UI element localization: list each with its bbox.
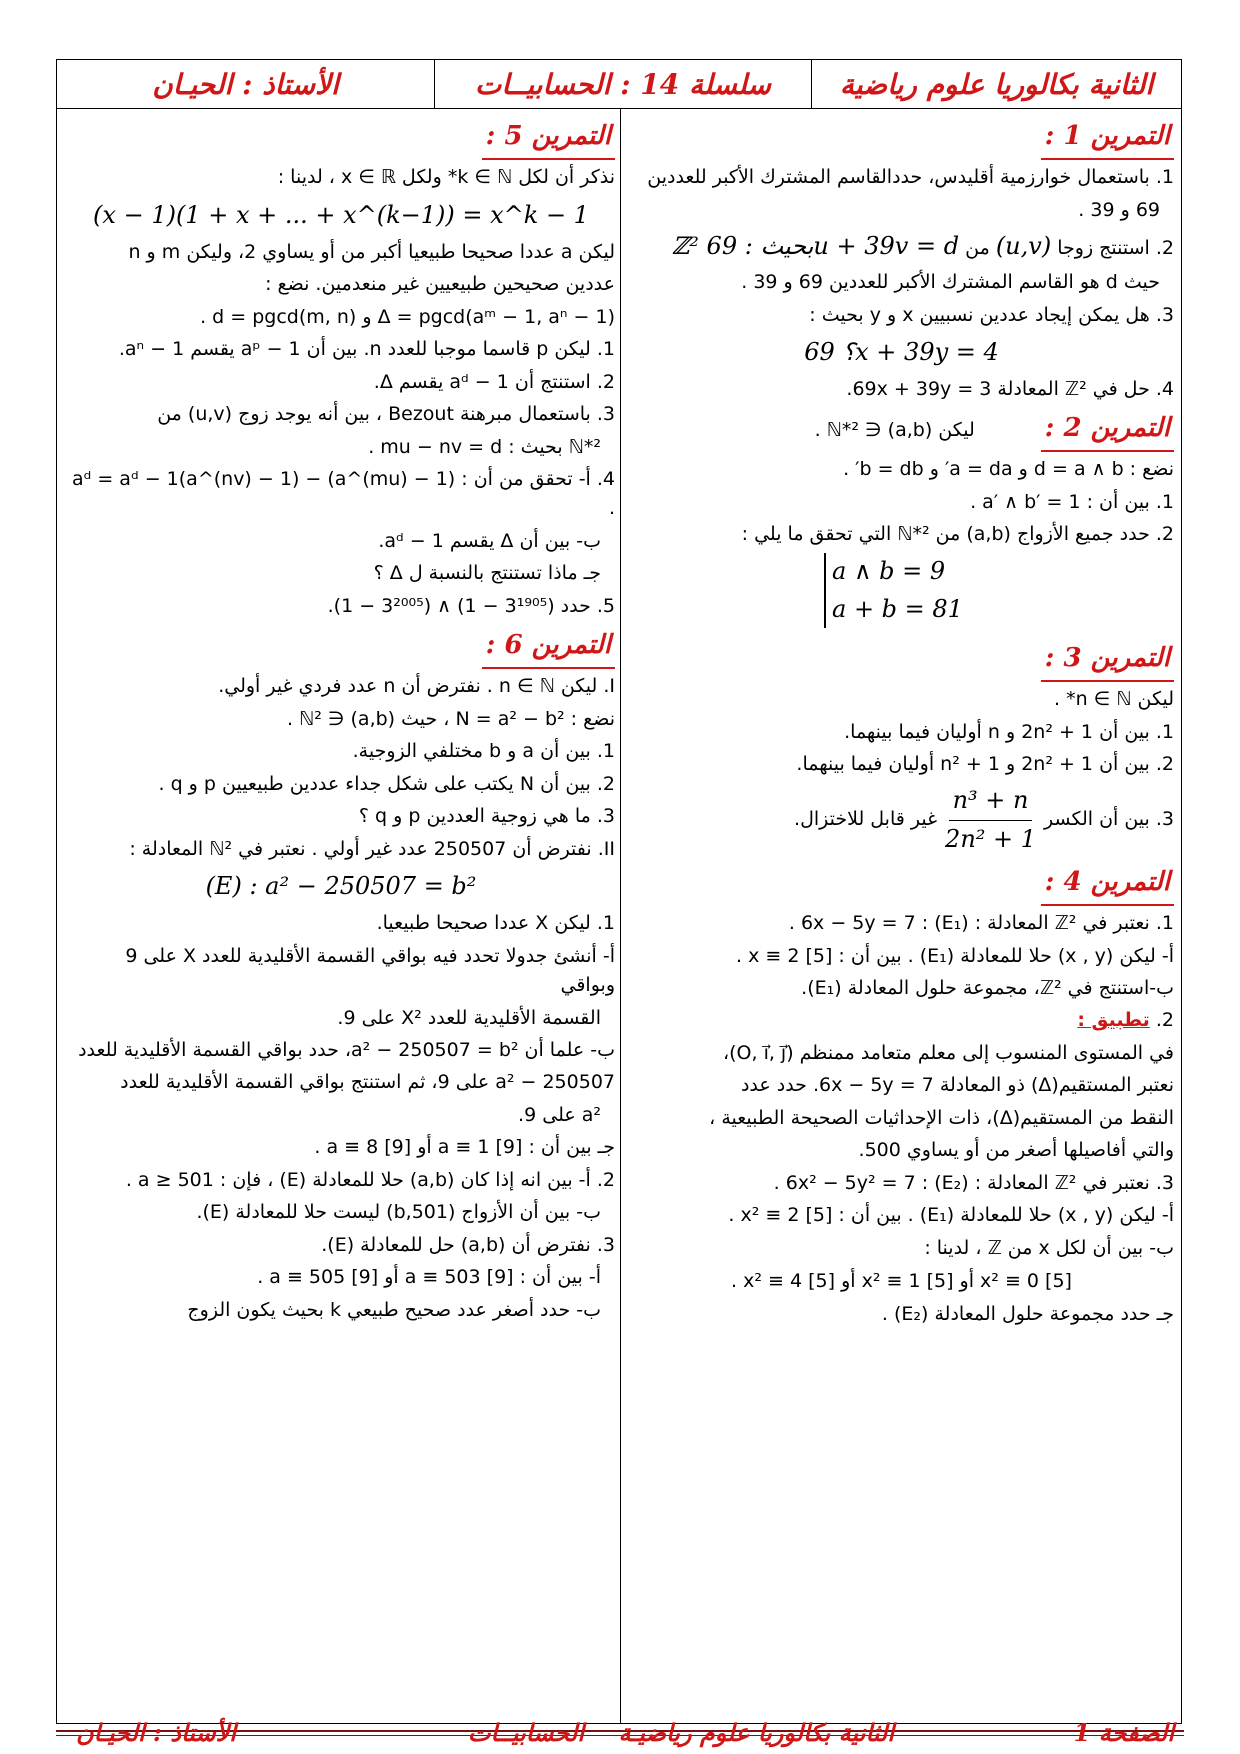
ex4-q2 — [629, 1006, 1174, 1035]
ex4-q3: 3. نعتبر في ℤ² المعادلة : (E₂) : 6x² − 5y² = 7 . — [773, 1171, 1174, 1194]
ex1-q3-math: ؟ 69x + 39y = 4 — [804, 338, 999, 367]
ex3-fraction — [945, 782, 1036, 857]
ex5-intro: نذكر أن لكل k ∈ ℕ* ولكل x ∈ ℝ ، لدينا : — [277, 166, 615, 189]
left-column — [67, 112, 615, 1328]
ex6-ii1: 1. ليكن X عددا صحيحا طبيعيا. — [376, 912, 615, 935]
ex3-q3-b: غير قابل للاختزال. — [794, 808, 938, 831]
ex5-q4b: ب- بين أن Δ يقسم aᵈ − 1. — [378, 529, 601, 552]
column-divider — [620, 108, 621, 1723]
ex2-sys1: a ∧ b = 9 — [832, 557, 946, 586]
footer-level: الثانية بكالوريا علوم رياضيـة — [618, 1718, 894, 1747]
ex1-q1: 1. باستعمال خوارزمية أقليدس، حددالقاسم المشترك الأكبر للعددين — [647, 166, 1174, 189]
page-frame — [56, 59, 1182, 1724]
footer-page: الصفحة 1 — [1073, 1718, 1174, 1747]
ex2-def: نضع : d = a ∧ b و a = da′ و b = db′ . — [843, 458, 1174, 481]
ex4-q3b-math: x² ≡ 0 [5] أو x² ≡ 1 [5] أو x² ≡ 4 [5] . — [731, 1269, 1072, 1292]
ex3-den: 2n² + 1 — [945, 824, 1037, 853]
exercise-6 — [67, 625, 615, 669]
exercise-2-title: التمرين 2 : — [1041, 408, 1174, 452]
ex5-def: Δ = pgcd(aᵐ − 1, aⁿ − 1) و d = pgcd(m, n) . — [200, 305, 615, 328]
ex2-sys2: a + b = 81 — [832, 594, 963, 623]
ex5-q1: 1. ليكن p قاسما موجبا للعدد n. بين أن aᵖ − 1 يقسم aⁿ − 1. — [118, 338, 615, 361]
ex4-q2-t1: في المستوى المنسوب إلى معلم متعامد ممنظم (O, i⃗, j⃗)، — [722, 1041, 1174, 1064]
exercise-5-title: التمرين 5 : — [482, 116, 615, 160]
header — [57, 60, 1181, 109]
ex2-q2: 2. حدد جميع الأزواج (a,b) من ℕ*² التي تحقق ما يلي : — [741, 523, 1174, 546]
ex4-q1b: ب-استنتج في ℤ²، مجموعة حلول المعادلة (E₁). — [801, 977, 1174, 999]
ex3-q3-a: 3. بين أن الكسر — [1044, 808, 1174, 831]
ex4-q3c: جـ حدد مجموعة حلول المعادلة (E₂) . — [881, 1303, 1174, 1326]
ex5-q2: 2. استنتج أن aᵈ − 1 يقسم Δ. — [373, 370, 615, 393]
ex5-p2: عددين صحيحين طبيعيين غير منعدمين. نضع : — [265, 273, 615, 296]
ex4-q2-t4: والتي أفاصيلها أصغر من أو يساوي 500. — [858, 1139, 1174, 1162]
ex4-q2-t3: النقط من المستقيم(Δ)، ذات الإحداثيات الصحيحة الطبيعية ، — [709, 1106, 1174, 1129]
header-teacher: الأستاذ : الحيـان — [152, 67, 339, 101]
ex4-q2-t2: نعتبر المستقيم(Δ) ذو المعادلة 6x − 5y = 7. حدد عدد — [740, 1074, 1174, 1097]
ex6-iieq — [67, 868, 615, 905]
exercise-4-title: التمرين 4 : — [1041, 862, 1174, 906]
ex1-q2-text: 2. استنتج زوجا — [1057, 237, 1174, 260]
exercise-2 — [629, 408, 1174, 452]
exercise-1-title: التمرين 1 : — [1041, 116, 1174, 160]
ex1-q2-pair: (u,v) — [995, 232, 1052, 261]
ex5-p1: ليكن a عددا صحيحا طبيعيا أكبر من أو يساوي 2، وليكن m و n — [128, 240, 615, 263]
ex5-q4c: جـ ماذا تستنتج بالنسبة ل Δ ؟ — [373, 562, 601, 585]
ex6-i: I. ليكن n ∈ ℕ . نفترض أن n عدد فردي غير أولي. — [218, 675, 615, 698]
ex1-q1b: 69 و 39 . — [1078, 198, 1160, 221]
ex6-ii1a2: القسمة الأقليدية للعدد X² على 9. — [337, 1006, 601, 1029]
ex6-i3: 3. ما هي زوجية العددين p و q ؟ — [358, 805, 615, 828]
header-series: سلسلة 14 : الحسابيــات — [434, 60, 811, 108]
ex1-q2c: حيث d هو القاسم المشترك الأكبر للعددين 69 و 39 . — [741, 271, 1160, 294]
footer-teacher: الأستاذ : الحيـان — [76, 1718, 236, 1747]
header-level: الثانية بكالوريا علوم رياضية — [811, 60, 1181, 108]
ex6-ii1b1: ب- علما أن a² − 250507 = b²، حدد بواقي القسمة الأقليدية للعدد — [78, 1039, 615, 1062]
ex5-q3: 3. باستعمال مبرهنة Bezout ، بين أنه يوجد زوج (u,v) من — [157, 403, 615, 426]
ex6-iieq-math: (E) : a² − 250507 = b² — [205, 872, 477, 901]
ex5-q5: 5. حدد (3¹⁹⁰⁵ − 1) ∧ (3²⁰⁰⁵ − 1). — [327, 594, 615, 617]
ex1-q2-eq: ℤ² بحيث : 69u + 39v = d — [671, 232, 960, 261]
ex6-ii2b: ب- بين أن الأزواج (501,b) ليست حلا للمعادلة (E). — [196, 1201, 601, 1224]
ex3-intro: ليكن n ∈ ℕ* . — [1053, 688, 1174, 711]
ex6-ii3b: ب- حدد أصغر عدد صحيح طبيعي k بحيث يكون الزوج — [187, 1298, 601, 1321]
exercise-3 — [629, 638, 1174, 682]
ex2-intro: ليكن (a,b) ∈ ℕ*² . — [814, 418, 975, 441]
exercise-1 — [629, 116, 1174, 160]
footer-topic: الحسابيــات — [467, 1718, 584, 1747]
ex1-q2 — [629, 228, 1174, 265]
ex4-q2-label: تطبيق : — [1077, 1009, 1150, 1032]
ex3-num: n³ + n — [949, 782, 1033, 820]
ex6-i1: 1. بين أن a و b مختلفي الزوجية. — [352, 740, 615, 763]
exercise-4 — [629, 862, 1174, 906]
ex3-q3 — [629, 782, 1174, 857]
ex4-q1: 1. نعتبر في ℤ² المعادلة : (E₁) : 6x − 5y = 7 . — [788, 912, 1174, 935]
ex4-q1a: أ- ليكن (x , y) حلا للمعادلة (E₁) . بين أن : x ≡ 2 [5] . — [736, 944, 1174, 967]
ex6-ii3a: أ- بين أن : a ≡ 503 [9] أو a ≡ 505 [9] . — [257, 1266, 601, 1289]
exercise-3-title: التمرين 3 : — [1041, 638, 1174, 682]
exercise-5 — [67, 116, 615, 160]
ex1-q3: 3. هل يمكن إيجاد عددين نسبيين x و y بحيث : — [809, 303, 1174, 326]
ex4-q2-num: 2. — [1155, 1009, 1174, 1032]
ex3-q1: 1. بين أن 2n² + 1 و n أوليان فيما بينهما. — [844, 720, 1174, 743]
ex6-ii1b3: a² على 9. — [518, 1103, 601, 1126]
ex6-ii2a: 2. أ- بين انه إذا كان (a,b) حلا للمعادلة (E) ، فإن : a ≥ 501 . — [125, 1168, 615, 1191]
ex6-ii3: 3. نفترض أن (a,b) حل للمعادلة (E). — [321, 1233, 615, 1256]
ex6-ii1c: جـ بين أن : a ≡ 1 [9] أو a ≡ 8 [9] . — [314, 1136, 615, 1159]
ex3-q2: 2. بين أن 2n² + 1 و n² + 1 أوليان فيما بينهما. — [796, 753, 1174, 776]
ex5-formula-math: (x − 1)(1 + x + ... + x^(k−1)) = x^k − 1 — [93, 200, 589, 229]
ex5-formula — [67, 197, 615, 234]
ex6-i2: 2. بين أن N يكتب على شكل جداء عددين طبيعيين p و q . — [158, 772, 615, 795]
ex5-q3m: ℕ*² بحيث : mu − nv = d . — [368, 435, 601, 458]
ex1-q4: 4. حل في ℤ² المعادلة 69x + 39y = 3. — [846, 378, 1174, 401]
exercise-6-title: التمرين 6 : — [482, 625, 615, 669]
ex4-q3a: أ- ليكن (x , y) حلا للمعادلة (E₁) . بين أن : x² ≡ 2 [5] . — [728, 1204, 1174, 1227]
ex4-q3b: ب- بين أن لكل x من ℤ ، لدينا : — [924, 1236, 1174, 1259]
ex6-idef: نضع : N = a² − b² ، حيث (a,b) ∈ ℕ² . — [286, 707, 615, 730]
right-column — [629, 112, 1174, 1333]
ex2-system — [629, 553, 1174, 627]
ex5-q4: 4. أ- تحقق من أن : (a^(mu) − 1) − (a^(nv) − 1)aᵈ = aᵈ − 1 . — [71, 467, 615, 520]
ex6-ii: II. نفترض أن 250507 عدد غير أولي . نعتبر في ℕ² المعادلة : — [129, 837, 615, 860]
ex1-q2-from: من — [965, 237, 990, 260]
ex6-ii1b2: a² − 250507 على 9، ثم استنتج بواقي القسمة الأقليدية للعدد — [120, 1071, 615, 1094]
ex1-q3-eq — [629, 334, 1174, 371]
ex2-q1: 1. بين أن : a′ ∧ b′ = 1 . — [970, 490, 1174, 513]
ex6-ii1a1: أ- أنشئ جدولا تحدد فيه بواقي القسمة الأقليدية للعدد X على 9 وبواقي — [125, 944, 615, 997]
